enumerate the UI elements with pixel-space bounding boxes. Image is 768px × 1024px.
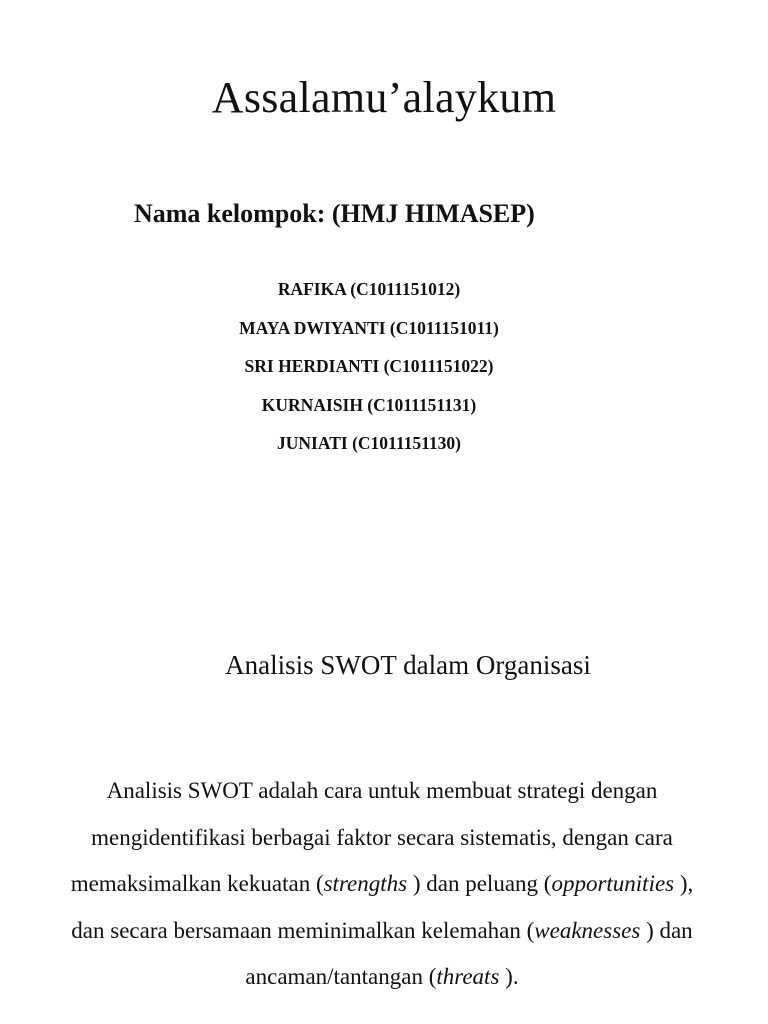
section-title: Analisis SWOT dalam Organisasi <box>225 650 591 680</box>
group-name-heading: Nama kelompok: (HMJ HIMASEP) <box>134 199 535 228</box>
paragraph-text: ). <box>499 964 519 989</box>
member-item: MAYA DWIYANTI (C1011151011) <box>239 317 499 338</box>
paragraph-text: ) dan peluang ( <box>407 871 552 896</box>
member-item: SRI HERDIANTI (C1011151022) <box>244 356 494 376</box>
member-item: JUNIATI (C1011151130) <box>277 433 461 453</box>
member-item: RAFIKA (C1011151012) <box>277 279 461 299</box>
member-list <box>0 270 738 463</box>
term-weaknesses: weaknesses <box>534 917 641 943</box>
term-strengths: strengths <box>323 871 408 896</box>
term-threats: threats <box>436 964 500 989</box>
greeting-heading: Assalamu’alaykum <box>211 73 557 122</box>
paragraph-text: Analisis SWOT adalah cara untuk membuat strategi dengan mengidentifikasi berbagai faktor secara sistematis, dengan cara memaksimalkan kekuatan ( <box>70 778 673 896</box>
term-opportunities: opportunities <box>551 871 675 896</box>
paragraph-text: ), dan secara bersamaan meminimalkan kelemahan ( <box>71 871 694 943</box>
paragraph-text: ) dan ancaman/tantangan ( <box>245 917 693 989</box>
member-item: KURNAISIH (C1011151131) <box>261 394 477 415</box>
swot-definition-paragraph <box>62 768 702 1001</box>
